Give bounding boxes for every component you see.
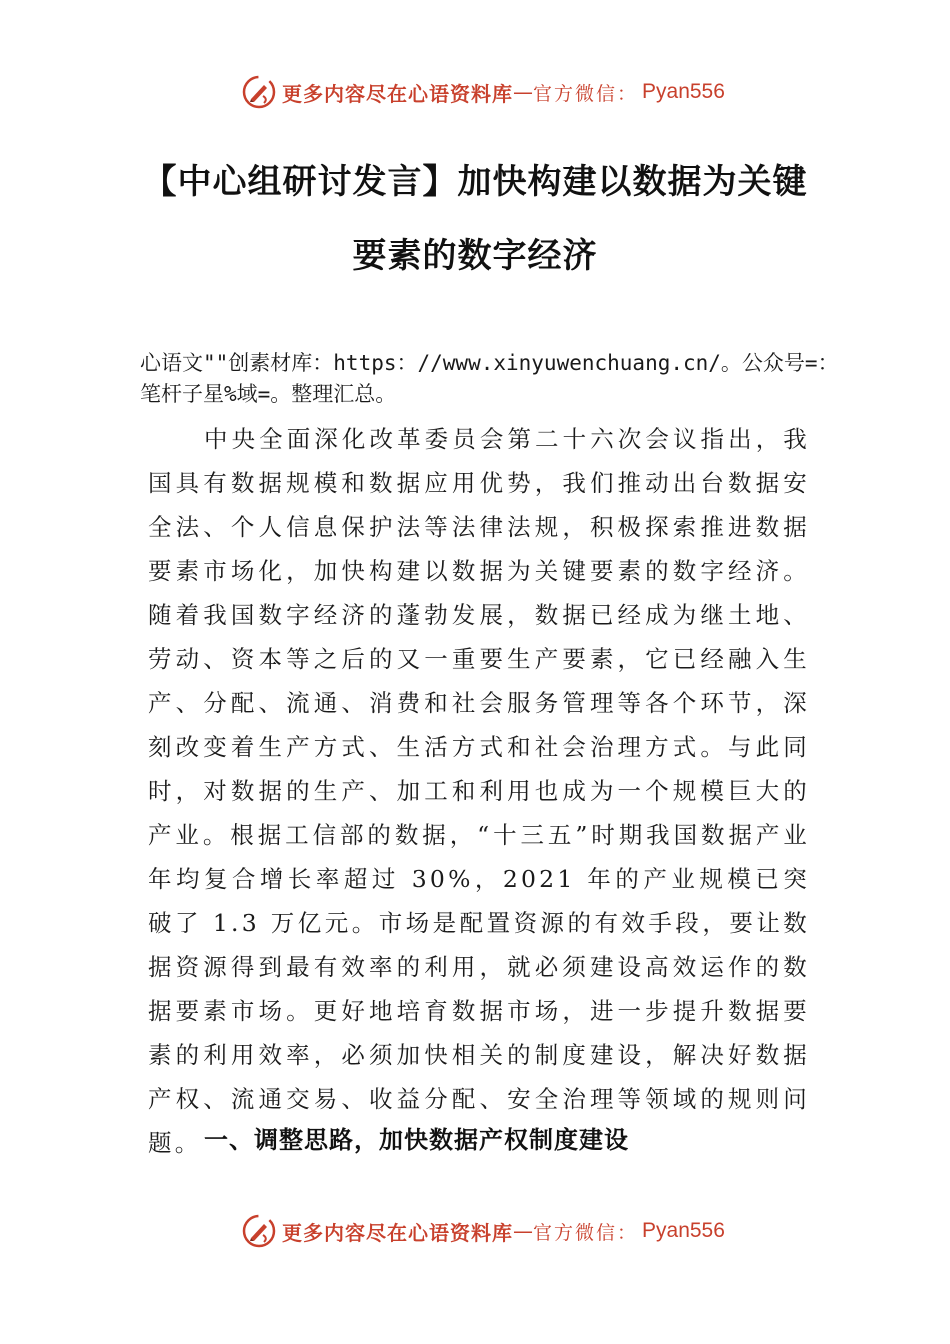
- header-banner: [242, 72, 725, 112]
- document-title-line-1: 【中心组研讨发言】加快构建以数据为关键: [142, 162, 808, 202]
- banner-text: 更多内容尽在心语资料库: [282, 81, 513, 106]
- banner-wechat-label: 官方微信：: [533, 82, 639, 105]
- body-paragraph: 中央全面深化改革委员会第二十六次会议指出，我国具有数据规模和数据应用优势，我们推动出台数据安全法、个人信息保护法等法律法规，积极探索推进数据要素市场化，加快构建以数据为关键要素的数字经济。随着我国数字经济的蓬勃发展，数据已经成为继土地、劳动、资本等之后的又一重要生产要素，它已经融入生产、分配、流通、消费和社会服务管理等各个环节，深刻改变着生产方式、生活方式和社会治理方式。与此同时，对数据的生产、加工和利用也成为一个规模巨大的产业。根据工信部的数据，“十三五”时期我国数据产业年均复合增长率超过 30%，2021 年的产业规模已突破了 1.3 万亿元。市场是配置资源的有效手段，要让数据资源得到最有效率的利用，就必须建设高效运作的数据要素市场。更好地培育数据市场，进一步提升数据要素的利用效率，必须加快相关的制度建设，解决好数据产权、流通交易、收益分配、安全治理等领域的规则问题。: [148, 425, 810, 1157]
- document-title-line-2: 要素的数字经济: [352, 236, 598, 276]
- brush-seal-logo-icon: [242, 1214, 276, 1248]
- brush-seal-logo-icon: [242, 75, 276, 109]
- source-note: 心语文""创素材库：https：//www.xinyuwenchuang.cn/。公众号=：笔杆子星%域=。整理汇总。: [140, 351, 839, 406]
- banner-wechat-label: 官方微信：: [533, 1221, 639, 1244]
- banner-wechat-id: Pyan556: [642, 1219, 725, 1242]
- banner-text: 更多内容尽在心语资料库: [282, 1220, 513, 1245]
- banner-wechat-id: Pyan556: [642, 80, 725, 103]
- section-heading: 一、调整思路，加快数据产权制度建设: [204, 1126, 629, 1154]
- banner-separator: —: [513, 1219, 533, 1243]
- banner-separator: —: [513, 80, 533, 104]
- footer-banner: [242, 1211, 725, 1251]
